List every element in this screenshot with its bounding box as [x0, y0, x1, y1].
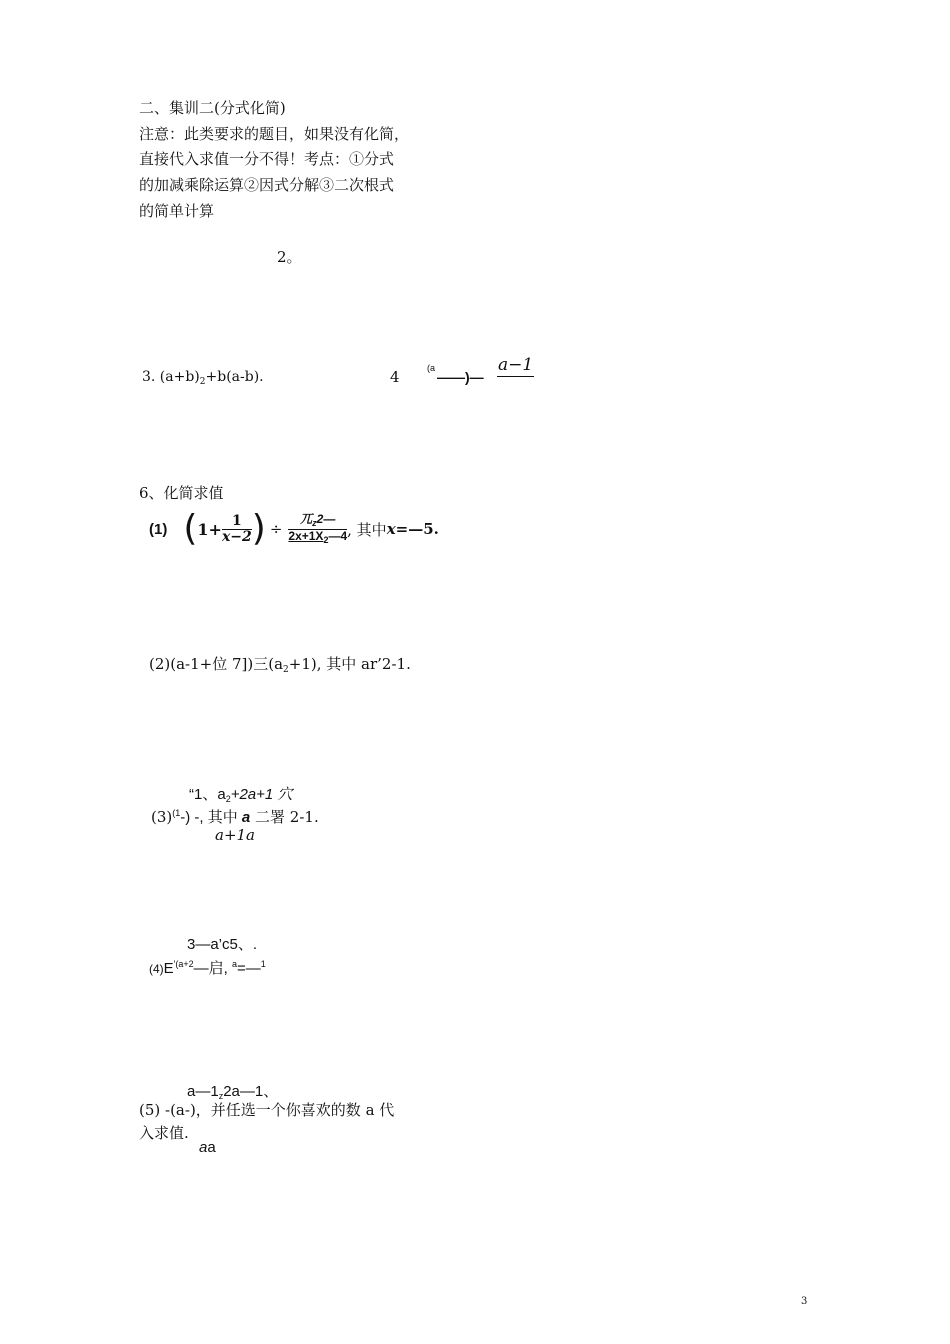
problem-4-small-a: (a — [427, 363, 436, 373]
fraction-2-numerator — [288, 513, 347, 529]
question-4-label: (4) — [149, 962, 164, 976]
question-1-x: x — [386, 520, 396, 538]
question-1-fraction-2 — [288, 513, 347, 545]
left-paren: ( — [183, 508, 198, 549]
question-5-top-b: 2a—1、 — [223, 1083, 279, 1100]
question-1-fraction-1 — [222, 514, 252, 544]
right-paren: ) — [251, 508, 266, 549]
question-3-mid-a: -) -, 其中 — [180, 809, 242, 826]
fraction-1-numerator: 1 — [222, 514, 252, 530]
division-sign: ÷ — [269, 520, 283, 538]
fraction-2-den-sub: 2 — [323, 534, 329, 545]
problem-3-pre: 3. (a+b) — [142, 369, 200, 385]
problem-3 — [142, 370, 264, 387]
question-3-var: a — [241, 809, 251, 826]
question-3-top-sub: 2 — [225, 794, 231, 804]
question-1-value: =—5. — [395, 520, 439, 538]
fraction-2-num-b: 2— — [316, 512, 336, 527]
question-4-post: =— — [237, 960, 261, 977]
question-3-label: (3) — [151, 808, 173, 826]
question-5-top-sub: z — [218, 1091, 224, 1101]
question-1-one-plus: 1+ — [197, 519, 222, 539]
question-5-line-2: 入求值. — [139, 1124, 189, 1142]
problem-3-post: +b(a-b). — [205, 369, 264, 385]
question-3-mid — [151, 806, 319, 827]
question-2-pre: (2)(a-1+位 7])三(a — [149, 655, 284, 673]
section-title: 二、集训二(分式化简) — [139, 99, 286, 117]
problem-4-label: 4 — [390, 368, 400, 386]
problem-3-sub: 2 — [199, 377, 206, 387]
fraction-2-num-sub: z — [312, 518, 317, 529]
question-5-bottom-i: a — [199, 1139, 208, 1156]
question-4-sup-1: '(a+2 — [173, 959, 194, 969]
question-4-sup-3: 1 — [260, 959, 266, 969]
note-line-2: 直接代入求值一分不得！考点：①分式 — [139, 150, 395, 168]
problem-4-fraction-top: a−1 — [498, 355, 534, 375]
question-5-top-a: a—1 — [187, 1083, 219, 1100]
question-5-bottom — [199, 1139, 216, 1156]
page-number: 3 — [801, 1296, 808, 1307]
note-line-3: 的加减乘除运算②因式分解③二次根式 — [139, 176, 395, 194]
question-3-top — [189, 783, 292, 804]
note-line-4: 的简单计算 — [139, 202, 215, 220]
problem-6-title: 6、化简求值 — [139, 484, 224, 502]
question-1 — [149, 506, 439, 552]
problem-2-label: 2。 — [277, 248, 302, 266]
fraction-2-den-b: —4 — [328, 528, 348, 543]
fraction-2-den-a: 2x+1X — [288, 528, 324, 543]
question-1-label: (1) — [149, 520, 168, 538]
question-3-mid-post: 二署 2-1. — [250, 808, 319, 826]
question-4-sup-2: a — [232, 959, 238, 969]
question-4-mid: —启, — [193, 960, 233, 977]
question-3-top-post: +2a+1 穴 — [230, 786, 293, 803]
fraction-2-denominator — [288, 530, 347, 545]
question-3-sup: (1 — [172, 808, 181, 818]
question-4-main — [149, 957, 266, 978]
question-3-top-pre: “1、a — [189, 786, 226, 803]
fraction-2-num-a: 兀 — [300, 512, 313, 527]
fraction-1-denominator: x−2 — [221, 528, 252, 545]
question-4-top: 3—a’c5、. — [187, 936, 258, 953]
question-5-bottom-a: a — [207, 1139, 216, 1156]
question-2-post: +1), 其中 ar’2-1. — [288, 655, 411, 673]
problem-4-mid: ——)— — [437, 369, 484, 385]
question-2 — [149, 657, 411, 675]
question-1-tail: , 其中 — [347, 520, 387, 539]
question-4-e: E — [163, 960, 174, 977]
question-3-bottom: a+1a — [215, 826, 255, 844]
question-5-line-1: (5) -(a-)，并任选一个你喜欢的数 a 代 — [139, 1101, 395, 1119]
question-5-top — [187, 1080, 278, 1101]
note-line-1: 注意：此类要求的题目，如果没有化简， — [139, 125, 410, 143]
question-2-sub: 2 — [283, 665, 289, 675]
